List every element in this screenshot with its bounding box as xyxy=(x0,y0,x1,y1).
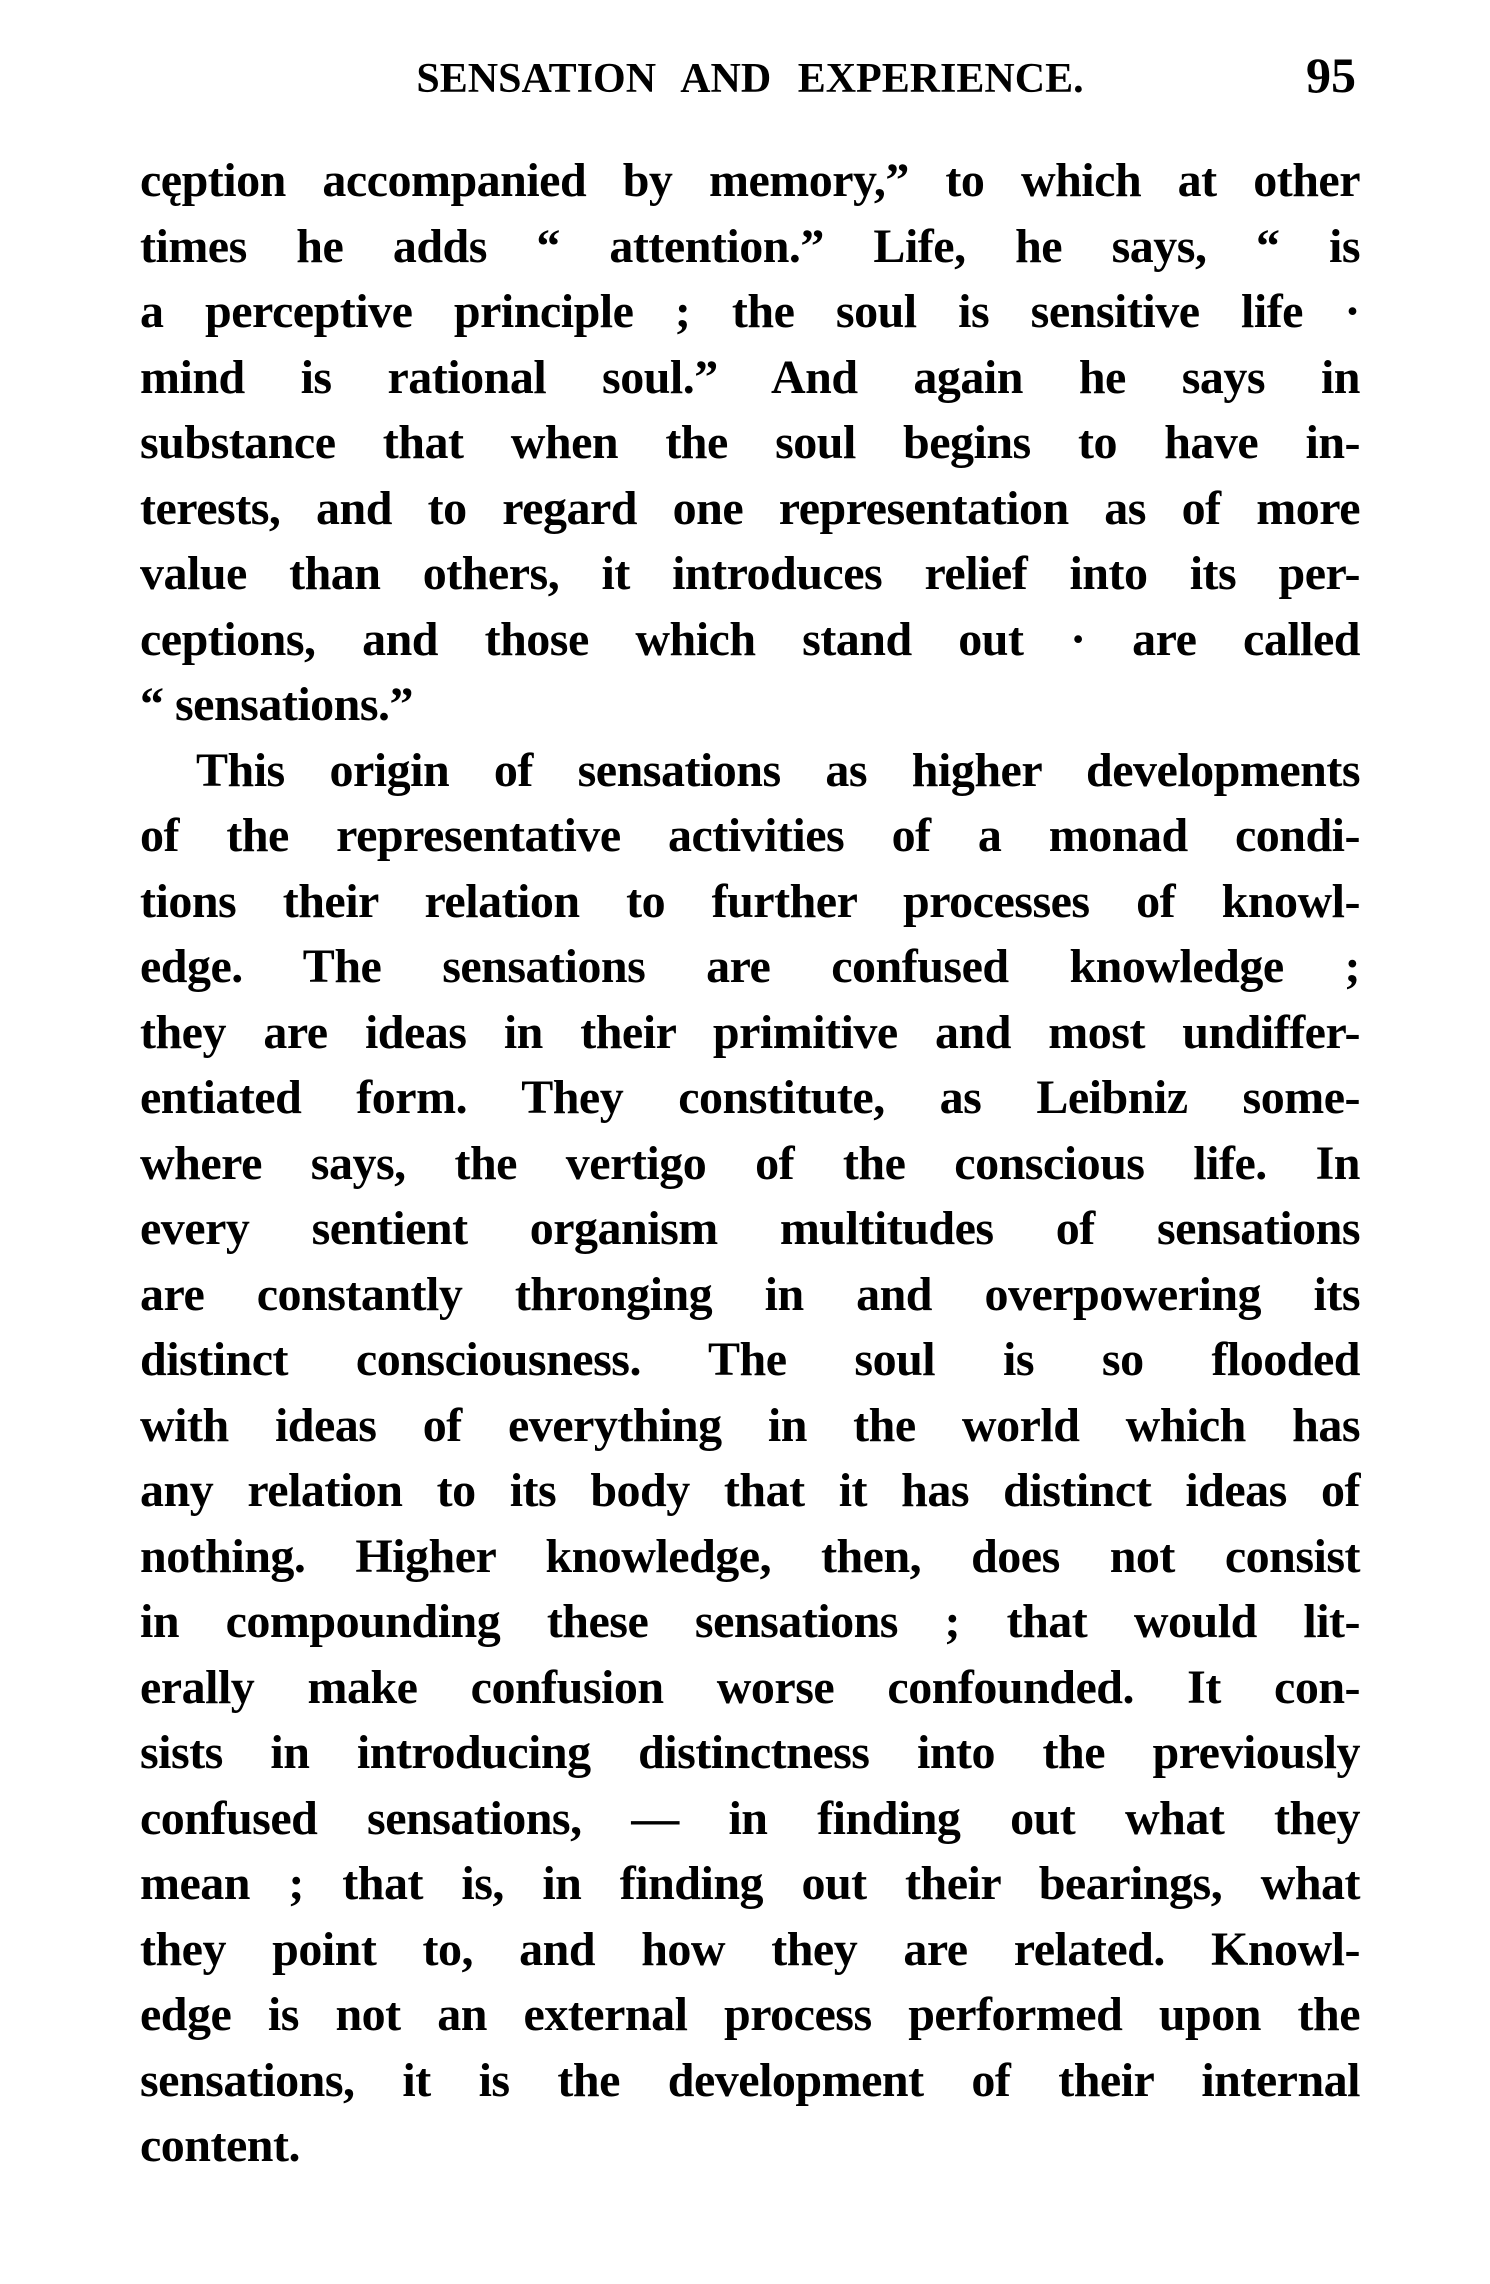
text-line: of the representative activities of a monad condi- xyxy=(140,809,1360,862)
text-line: value than others, it introduces relief into its per- xyxy=(140,547,1360,600)
text-line: where says, the vertigo of the conscious life. In xyxy=(140,1136,1360,1190)
text-line: they are ideas in their primitive and most undiffer- xyxy=(140,1005,1360,1059)
text-line: in compounding these sensations ; that would lit- xyxy=(140,1595,1360,1648)
text-line: with ideas of everything in the world which has xyxy=(140,1398,1360,1452)
text-line: entiated form. They constitute, as Leibniz some- xyxy=(140,1071,1360,1124)
text-line: every sentient organism multitudes of sensations xyxy=(140,1202,1360,1255)
text-line: edge is not an external process performed upon the xyxy=(140,1988,1360,2041)
text-line: sists in introducing distinctness into the previously xyxy=(140,1726,1360,1779)
text-line: This origin of sensations as higher developments xyxy=(196,743,1360,797)
text-line: confused sensations, — in finding out what they xyxy=(140,1791,1360,1845)
text-line: tions their relation to further processes of knowl- xyxy=(140,874,1360,928)
running-head-title: SENSATION AND EXPERIENCE. xyxy=(416,56,1084,102)
text-line: “ sensations.” xyxy=(140,678,414,731)
text-line: content. xyxy=(140,2119,300,2172)
text-line: they point to, and how they are related. Knowl- xyxy=(140,1922,1360,1976)
text-line: cęption accompanied by memory,” to which at other xyxy=(140,154,1360,207)
text-line: terests, and to regard one representation as of more xyxy=(140,481,1360,535)
text-line: nothing. Higher knowledge, then, does not consist xyxy=(140,1529,1360,1583)
text-line: substance that when the soul begins to have in- xyxy=(140,416,1360,469)
page-body xyxy=(140,148,1360,2179)
text-line: edge. The sensations are confused knowledge ; xyxy=(140,940,1360,993)
text-line: a perceptive principle ; the soul is sensitive life · xyxy=(140,285,1360,338)
text-line: erally make confusion worse confounded. It con- xyxy=(140,1660,1360,1714)
text-line: times he adds “ attention.” Life, he says, “ is xyxy=(140,219,1360,273)
text-line: ceptions, and those which stand out · are called xyxy=(140,612,1360,666)
text-line: distinct consciousness. The soul is so flooded xyxy=(140,1333,1360,1386)
text-line: any relation to its body that it has distinct ideas of xyxy=(140,1464,1360,1517)
text-line: mind is rational soul.” And again he says in xyxy=(140,350,1360,404)
text-line: sensations, it is the development of their internal xyxy=(140,2053,1360,2107)
page-number: 95 xyxy=(1306,47,1356,103)
text-line: are constantly thronging in and overpowering its xyxy=(140,1267,1360,1321)
text-line: mean ; that is, in finding out their bearings, what xyxy=(140,1857,1360,1910)
running-header xyxy=(140,46,1360,110)
